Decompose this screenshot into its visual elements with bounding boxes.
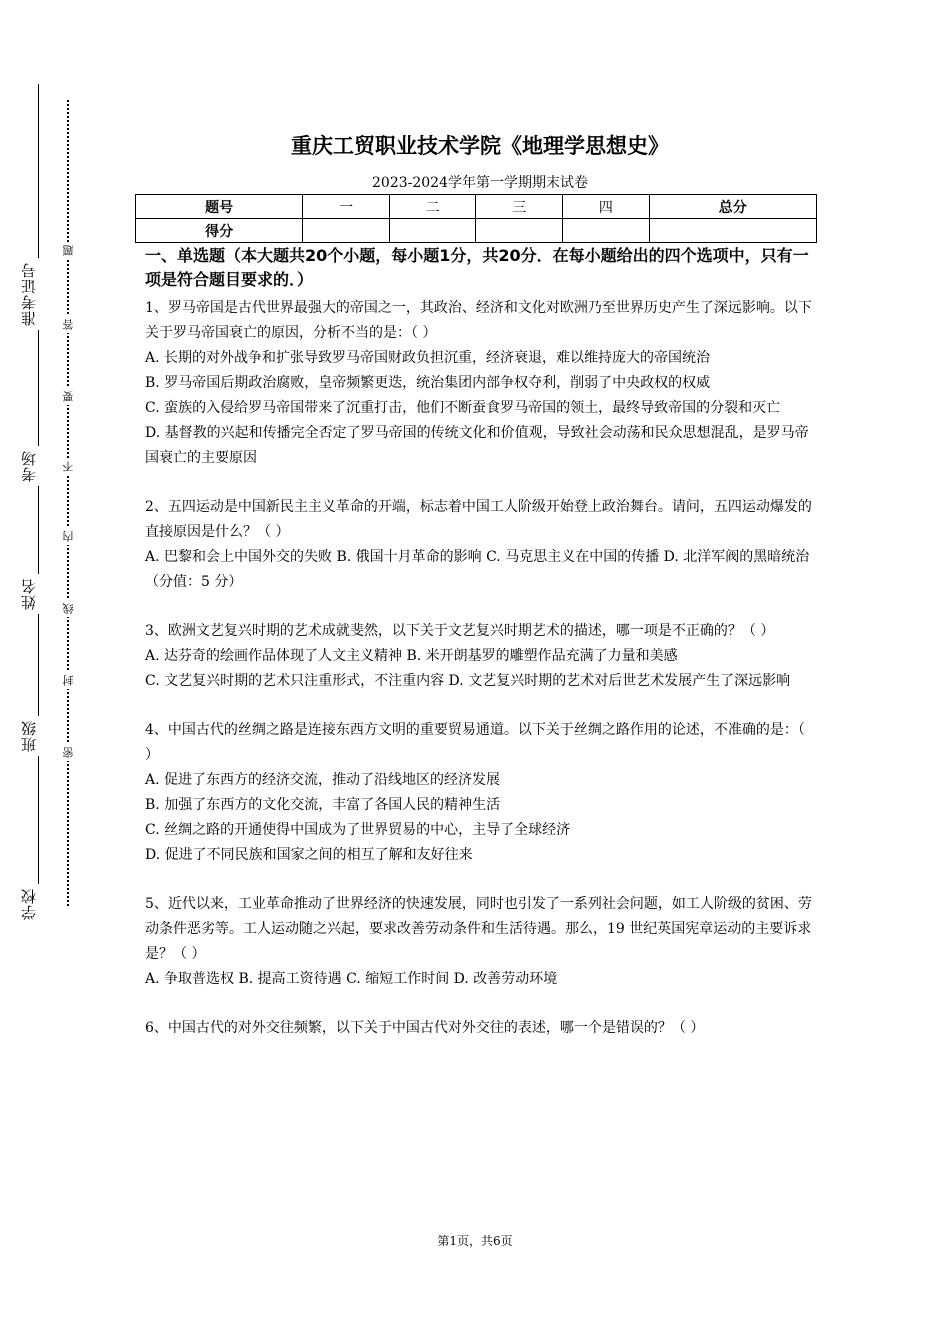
seal-char: 不	[61, 458, 77, 475]
question-4	[145, 718, 815, 868]
score-cell: 题号	[136, 195, 303, 219]
question-stem: 3、欧洲文艺复兴时期的艺术成就斐然，以下关于文艺复兴时期艺术的描述，哪一项是不正确的？（ ）	[145, 623, 775, 639]
questions-area	[145, 244, 815, 1065]
question-2	[145, 495, 815, 595]
question-option: A. 巴黎和会上中国外交的失败 B. 俄国十月革命的影响 C. 马克思主义在中国的传播 D. 北洋军阀的黑暗统治 （分值：5 分）	[145, 549, 810, 590]
score-cell: 一	[303, 195, 390, 219]
question-5	[145, 892, 815, 992]
exam-room-label: 考场	[18, 446, 39, 486]
question-stem: 6、中国古代的对外交往频繁，以下关于中国古代对外交往的表述，哪一个是错误的？（ ）	[145, 1020, 705, 1036]
seal-char: 封	[61, 672, 77, 689]
score-input-cell[interactable]	[389, 219, 476, 243]
seal-dotted-line	[67, 100, 69, 906]
question-option: C. 丝绸之路的开通使得中国成为了世界贸易的中心，主导了全球经济	[145, 822, 571, 838]
binding-solid-line	[38, 84, 39, 924]
question-1	[145, 296, 815, 471]
score-table-score-row	[136, 219, 817, 243]
question-option: B. 加强了东西方的文化交流，丰富了各国人民的精神生活	[145, 797, 501, 813]
seal-char: 要	[61, 388, 77, 405]
score-input-cell[interactable]	[303, 219, 390, 243]
question-6	[145, 1016, 815, 1041]
question-stem: 2、五四运动是中国新民主主义革命的开端，标志着中国工人阶级开始登上政治舞台。请问，五四运动爆发的直接原因是什么？（ ）	[145, 499, 812, 540]
question-stem: 5、近代以来，工业革命推动了世界经济的快速发展，同时也引发了一系列社会问题，如工人阶级的贫困、劳动条件恶劣等。工人运动随之兴起，要求改善劳动条件和生活待遇。那么，19 世纪英国宪章运动的主要诉求是？（ ）	[145, 896, 812, 962]
question-option: C. 文艺复兴时期的艺术只注重形式，不注重内容 D. 文艺复兴时期的艺术对后世艺术发展产生了深远影响	[145, 673, 791, 689]
question-option: B. 罗马帝国后期政治腐败，皇帝频繁更迭，统治集团内部争权夺利，削弱了中央政权的权威	[145, 375, 711, 391]
exam-number-label: 准考证号	[18, 258, 39, 330]
page-footer: 第1页，共6页	[437, 1234, 513, 1248]
score-table	[135, 194, 817, 243]
school-label: 学校	[18, 884, 39, 924]
score-cell: 二	[389, 195, 476, 219]
name-label: 姓名	[18, 574, 39, 614]
question-option: A. 达芬奇的绘画作品体现了人文主义精神 B. 米开朗基罗的雕塑作品充满了力量和美感	[145, 648, 678, 664]
seal-char: 答	[61, 316, 77, 333]
score-cell: 四	[563, 195, 650, 219]
question-option: A. 争取普选权 B. 提高工资待遇 C. 缩短工作时间 D. 改善劳动环境	[145, 971, 558, 987]
seal-char: 密	[61, 744, 77, 761]
question-stem: 4、中国古代的丝绸之路是连接东西方文明的重要贸易通道。以下关于丝绸之路作用的论述，不准确的是：（ ）	[145, 722, 805, 763]
class-label: 班级	[18, 716, 39, 756]
score-input-cell[interactable]	[563, 219, 650, 243]
section-heading: 一、单选题（本大题共20个小题，每小题1分，共20分．在每小题给出的四个选项中，只有一项是符合题目要求的．）	[145, 246, 809, 289]
score-input-cell[interactable]	[476, 219, 563, 243]
seal-char: 题	[61, 242, 77, 259]
question-option: A. 促进了东西方的经济交流，推动了沿线地区的经济发展	[145, 772, 501, 788]
score-cell: 总分	[649, 195, 816, 219]
question-option: D. 基督教的兴起和传播完全否定了罗马帝国的传统文化和价值观，导致社会动荡和民众思想混乱，是罗马帝国衰亡的主要原因	[145, 425, 809, 466]
question-option: A. 长期的对外战争和扩张导致罗马帝国财政负担沉重，经济衰退，难以维持庞大的帝国统治	[145, 350, 711, 366]
seal-char: 内	[61, 528, 77, 545]
question-3	[145, 619, 815, 694]
exam-subtitle: 2023-2024学年第一学期期末试卷	[372, 175, 588, 191]
score-cell: 三	[476, 195, 563, 219]
score-table-header-row	[136, 195, 817, 219]
question-stem: 1、罗马帝国是古代世界最强大的帝国之一，其政治、经济和文化对欧洲乃至世界历史产生了深远影响。以下关于罗马帝国衰亡的原因，分析不当的是：（ ）	[145, 300, 812, 341]
exam-title: 重庆工贸职业技术学院《地理学思想史》	[291, 134, 669, 158]
score-cell: 得分	[136, 219, 303, 243]
question-option: C. 蛮族的入侵给罗马帝国带来了沉重打击，他们不断蚕食罗马帝国的领土，最终导致帝国的分裂和灭亡	[145, 400, 781, 416]
question-option: D. 促进了不同民族和国家之间的相互了解和友好往来	[145, 847, 473, 863]
seal-char: 线	[61, 600, 77, 617]
binding-margin	[0, 0, 110, 1344]
score-input-cell[interactable]	[649, 219, 816, 243]
